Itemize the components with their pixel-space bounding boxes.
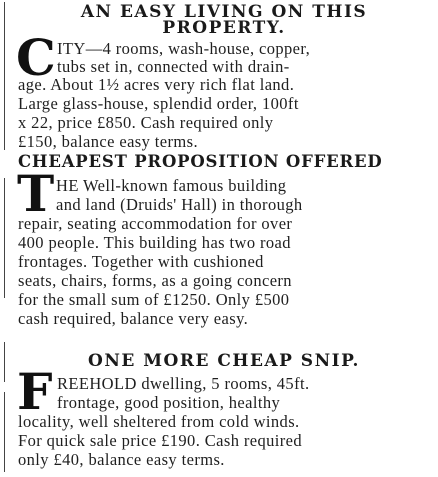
drop-cap: C — [16, 28, 56, 87]
drop-cap: F — [17, 362, 53, 421]
body-line: ITY—4 rooms, wash-house, copper, — [57, 39, 311, 58]
ad-heading: PROPERTY. — [162, 18, 286, 38]
body-line: for the small sum of £1250. Only £500 — [18, 290, 290, 309]
body-line: locality, well sheltered from cold winds. — [18, 412, 300, 431]
column-rule — [4, 342, 5, 382]
body-line: REEHOLD dwelling, 5 rooms, 45ft. — [57, 374, 310, 393]
column-rule — [4, 178, 5, 298]
body-line: and land (Druids' Hall) in thorough — [56, 195, 303, 214]
drop-cap: T — [17, 164, 55, 223]
body-line: HE Well-known famous building — [56, 176, 287, 195]
body-line: cash required, balance very easy. — [18, 309, 249, 328]
column-rule — [4, 392, 5, 472]
column-rule — [4, 2, 5, 150]
body-line: tubs set in, connected with drain- — [57, 57, 290, 76]
ad-heading: CHEAPEST PROPOSITION OFFERED — [18, 152, 383, 171]
ad-heading: ONE MORE CHEAP SNIP. — [88, 351, 360, 371]
body-line: 400 people. This building has two road — [18, 233, 291, 252]
body-line: frontage, good position, healthy — [57, 393, 281, 412]
body-line: x 22, price £850. Cash required only — [18, 113, 274, 132]
body-line: only £40, balance easy terms. — [18, 450, 225, 469]
body-line: frontages. Together with cushioned — [18, 252, 264, 271]
body-line: £150, balance easy terms. — [18, 132, 198, 151]
body-line: seats, chairs, forms, as a going concern — [18, 271, 292, 290]
body-line: For quick sale price £190. Cash required — [18, 431, 303, 450]
ad-heading: AN EASY LIVING ON THIS — [80, 2, 368, 22]
body-line: repair, seating accommodation for over — [18, 214, 293, 233]
body-line: Large glass-house, splendid order, 100ft — [18, 94, 299, 113]
body-line: age. About 1½ acres very rich flat land. — [18, 75, 295, 94]
